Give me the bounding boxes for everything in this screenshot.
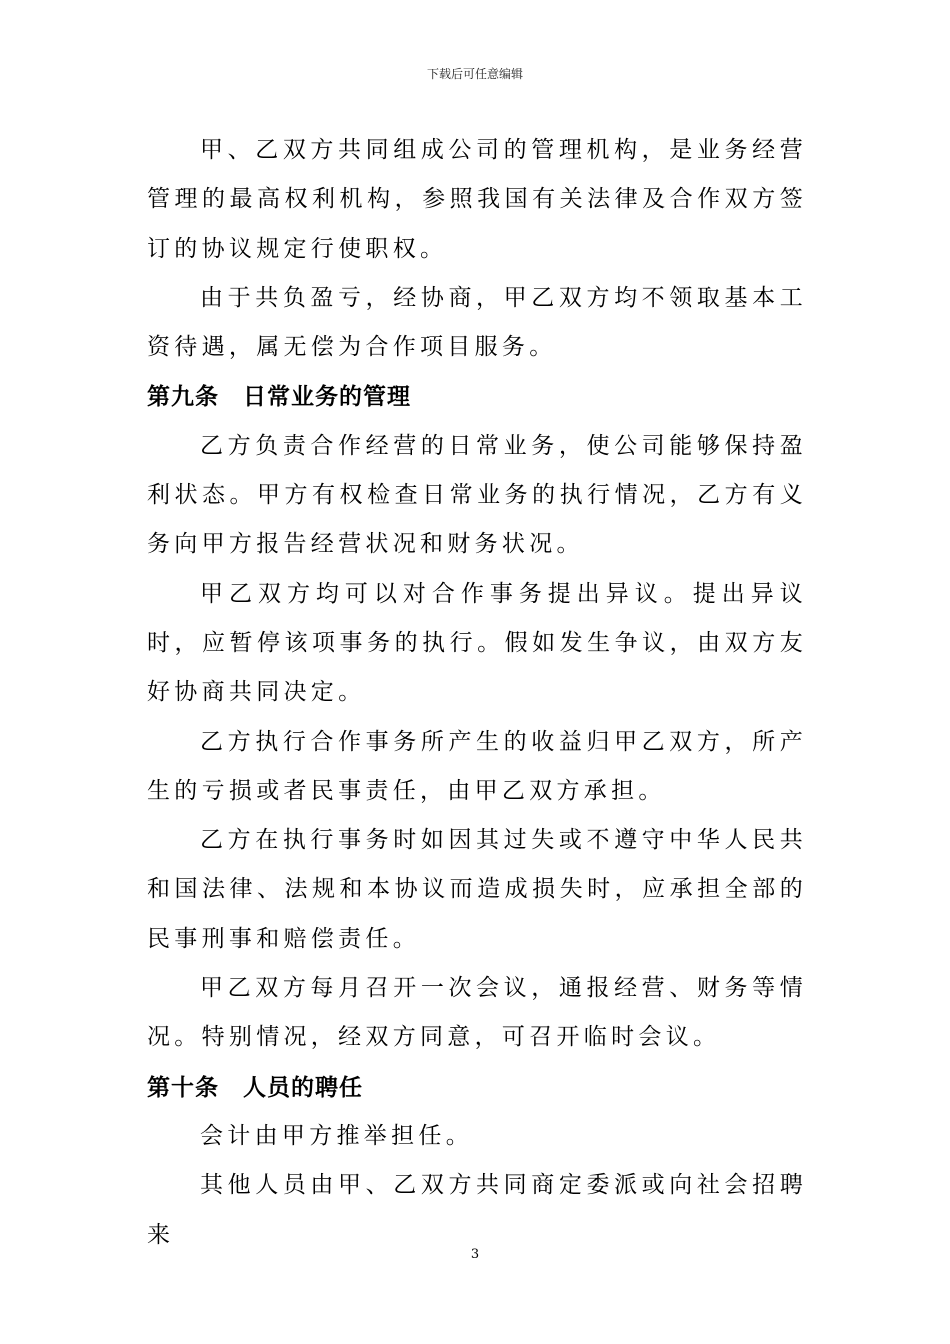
page-number: 3 (470, 1247, 480, 1262)
paragraph: 甲、乙双方共同组成公司的管理机构，是业务经营管理的最高权利机构，参照我国有关法律及合作双方签订的协议规定行使职权。 (147, 137, 807, 262)
paragraph: 乙方在执行事务时如因其过失或不遵守中华人民共和国法律、法规和本协议而造成损失时，应承担全部的民事刑事和赔偿责任。 (147, 827, 807, 952)
paragraph: 甲乙双方每月召开一次会议，通报经营、财务等情况。特别情况，经双方同意，可召开临时会议。 (147, 975, 807, 1051)
paragraph: 由于共负盈亏，经协商，甲乙双方均不领取基本工资待遇，属无偿为合作项目服务。 (147, 284, 807, 361)
article-heading-9: 第九条 日常业务的管理 (147, 383, 411, 411)
page-header: 下载后可任意编辑 (426, 67, 523, 81)
paragraph: 甲乙双方均可以对合作事务提出异议。提出异议时，应暂停该项事务的执行。假如发生争议，由双方友好协商共同决定。 (147, 580, 807, 706)
paragraph: 其他人员由甲、乙双方共同商定委派或向社会招聘来 (147, 1172, 807, 1248)
paragraph: 乙方负责合作经营的日常业务，使公司能够保持盈利状态。甲方有权检查日常业务的执行情况，乙方有义务向甲方报告经营状况和财务状况。 (147, 432, 807, 558)
article-heading-10: 第十条 人员的聘任 (147, 1073, 363, 1101)
paragraph: 会计由甲方推举担任。 (200, 1122, 473, 1149)
paragraph: 乙方执行合作事务所产生的收益归甲乙双方，所产生的亏损或者民事责任，由甲乙双方承担。 (147, 728, 807, 804)
document-body (147, 126, 807, 1260)
